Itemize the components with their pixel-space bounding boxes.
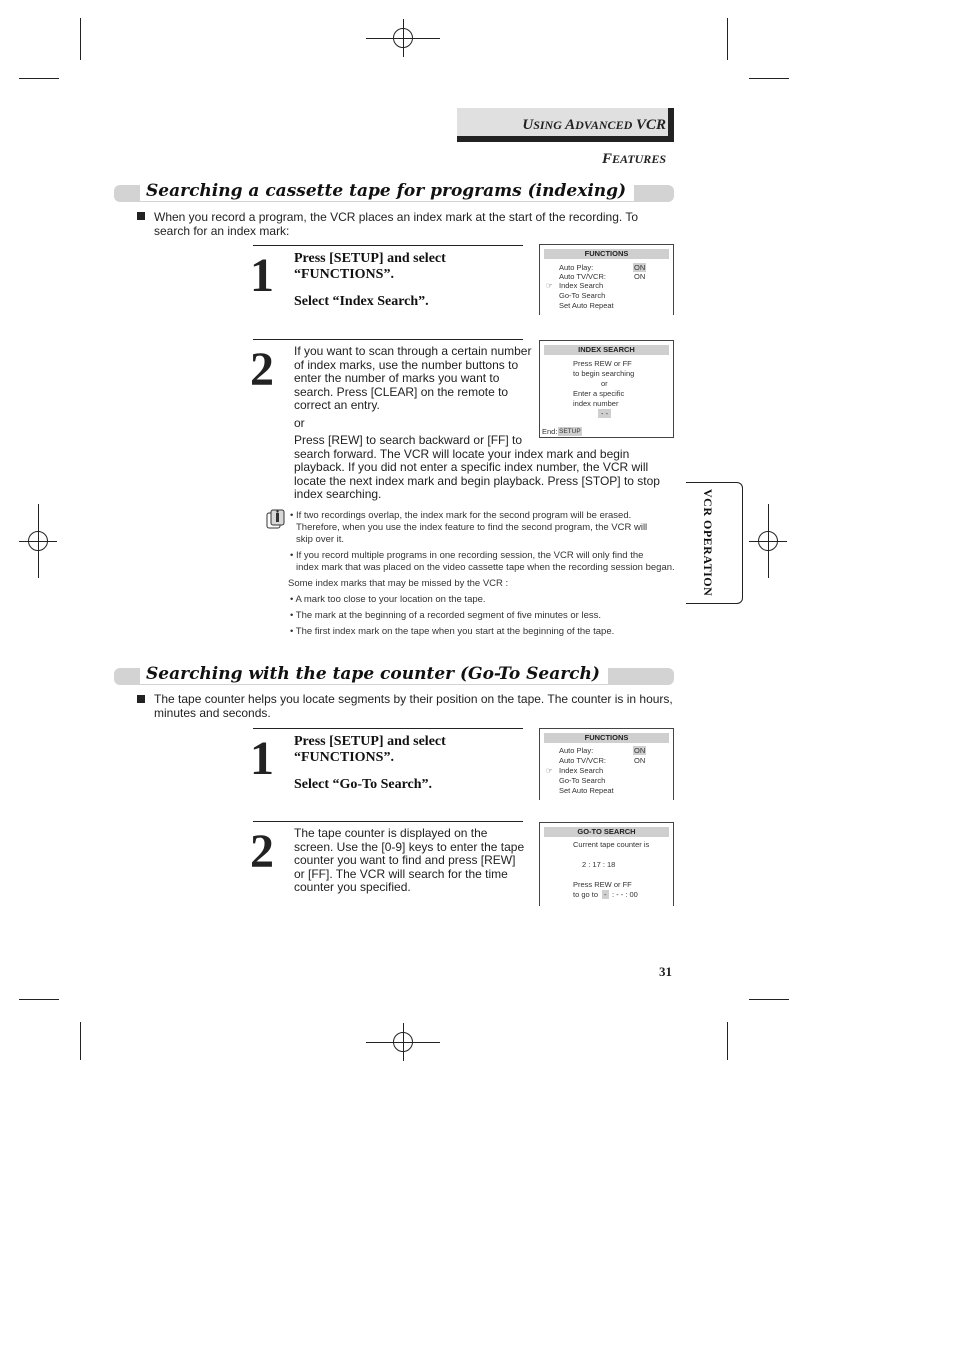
osd-item: Set Auto Repeat bbox=[559, 786, 614, 795]
step-number: 2 bbox=[250, 343, 274, 396]
note-item: Some index marks that may be missed by the VCR : bbox=[288, 578, 509, 589]
note-block bbox=[290, 510, 680, 638]
crop-mark bbox=[749, 78, 789, 79]
osd-text: Press REW or FF bbox=[573, 880, 632, 889]
step-number: 1 bbox=[250, 249, 274, 302]
osd-text: or bbox=[601, 379, 608, 388]
crop-mark bbox=[19, 78, 59, 79]
side-tab bbox=[686, 482, 743, 604]
osd-goto-search-screen bbox=[539, 822, 674, 906]
note-icon bbox=[266, 508, 286, 530]
osd-title: GO-TO SEARCH bbox=[544, 827, 669, 837]
osd-text: Current tape counter is bbox=[573, 840, 650, 849]
step-rule bbox=[253, 821, 523, 822]
bullet-square bbox=[137, 695, 145, 703]
osd-end-key: SETUP bbox=[559, 428, 581, 435]
crop-mark bbox=[80, 18, 81, 60]
osd-pointer-icon: ☞ bbox=[546, 281, 553, 290]
osd-functions-screen bbox=[539, 728, 674, 800]
crop-mark bbox=[19, 999, 59, 1000]
step-rule bbox=[253, 728, 523, 729]
step-rule bbox=[253, 245, 523, 246]
registration-mark bbox=[384, 19, 422, 57]
step-rule bbox=[253, 339, 523, 340]
osd-counter: 2 : 17 : 18 bbox=[582, 860, 616, 869]
header-text: USING ADVANCED VCR FEATURES bbox=[522, 117, 666, 167]
chapter-header bbox=[457, 108, 674, 167]
registration-mark bbox=[19, 522, 57, 560]
note-item: • If you record multiple programs in one recording session, the VCR will only find the index mark that was placed on the video cassette tape when the recording session began. bbox=[290, 550, 675, 573]
osd-item: Set Auto Repeat bbox=[559, 301, 614, 310]
note-item: • A mark too close to your location on the tape. bbox=[290, 594, 486, 605]
osd-title: INDEX SEARCH bbox=[544, 345, 669, 355]
bullet-square bbox=[137, 212, 145, 220]
osd-value: ON bbox=[634, 263, 646, 272]
osd-pointer-icon: ☞ bbox=[546, 766, 553, 775]
osd-item: Index Search bbox=[559, 766, 604, 775]
osd-item: Index Search bbox=[559, 281, 604, 290]
crop-mark bbox=[749, 999, 789, 1000]
page-number: 31 bbox=[659, 964, 672, 979]
osd-item: Go-To Search bbox=[559, 776, 606, 785]
section-title: Searching a cassette tape for programs (indexing) bbox=[140, 181, 634, 201]
section-intro: The tape counter helps you locate segments by their position on the tape. The counter is in hours, minutes and seconds. bbox=[154, 692, 673, 720]
osd-item: Auto TV/VCR: bbox=[559, 756, 606, 765]
osd-title: FUNCTIONS bbox=[544, 733, 669, 743]
osd-text: to begin searching bbox=[573, 369, 635, 378]
crop-mark bbox=[727, 18, 728, 60]
osd-value: ON bbox=[634, 756, 646, 765]
osd-title: FUNCTIONS bbox=[544, 249, 669, 259]
osd-value: ON bbox=[634, 272, 646, 281]
note-item: • The mark at the beginning of a recorded segment of five minutes or less. bbox=[290, 610, 602, 621]
osd-item: Auto TV/VCR: bbox=[559, 272, 606, 281]
osd-item: Auto Play: bbox=[559, 746, 594, 755]
step-instruction: Press [SETUP] and select “FUNCTIONS”. Select “Index Search”. bbox=[294, 251, 446, 309]
osd-item: Go-To Search bbox=[559, 291, 606, 300]
section-intro: When you record a program, the VCR places an index mark at the start of the recording. To search for an index mark: bbox=[154, 210, 639, 238]
osd-text: index number bbox=[573, 399, 619, 408]
osd-index-input: - - bbox=[598, 409, 611, 418]
osd-item: Auto Play: bbox=[559, 263, 594, 272]
osd-functions-screen bbox=[539, 244, 674, 315]
osd-end-label: End: bbox=[542, 427, 558, 436]
osd-text: Press REW or FF bbox=[573, 359, 632, 368]
registration-mark bbox=[749, 522, 787, 560]
osd-index-search-screen bbox=[539, 340, 674, 438]
osd-cursor: - bbox=[604, 890, 607, 899]
osd-text: Enter a specific bbox=[573, 389, 625, 398]
step-number: 2 bbox=[250, 825, 274, 878]
step-instruction: The tape counter is displayed on the screen. Use the [0-9] keys to enter the tape counter you want to find and press [REW] or [FF]. The VCR will search for the time counter you specified. bbox=[294, 826, 525, 894]
osd-text: : - - : 00 bbox=[612, 890, 638, 899]
osd-value: ON bbox=[634, 746, 646, 755]
osd-text: to go to bbox=[573, 890, 599, 899]
note-item: • The first index mark on the tape when you start at the beginning of the tape. bbox=[290, 626, 615, 637]
step-instruction: If you want to scan through a certain number of index marks, use the number buttons to enter the number of marks you want to search. Press [CLEAR] on the remote to correct an entry. or Press [REW] to search backward or [FF] to search forward. The VCR will locate your index mark and begin playback. If you did not enter a specific index number, the VCR will locate the next index mark and begin playback. Press [STOP] to stop index searching. bbox=[294, 344, 660, 501]
crop-mark bbox=[80, 1022, 81, 1060]
side-tab-label: VCR OPERATION bbox=[701, 489, 715, 597]
step-instruction: Press [SETUP] and select “FUNCTIONS”. Select “Go-To Search”. bbox=[294, 734, 446, 792]
step-number: 1 bbox=[250, 732, 274, 785]
crop-mark bbox=[727, 1022, 728, 1060]
registration-mark bbox=[384, 1023, 422, 1061]
section-title: Searching with the tape counter (Go-To Search) bbox=[140, 664, 608, 684]
note-item: • If two recordings overlap, the index mark for the second program will be erased. Therefore, when you use the index feature to find the second program, the VCR will skip over it. bbox=[290, 510, 648, 545]
